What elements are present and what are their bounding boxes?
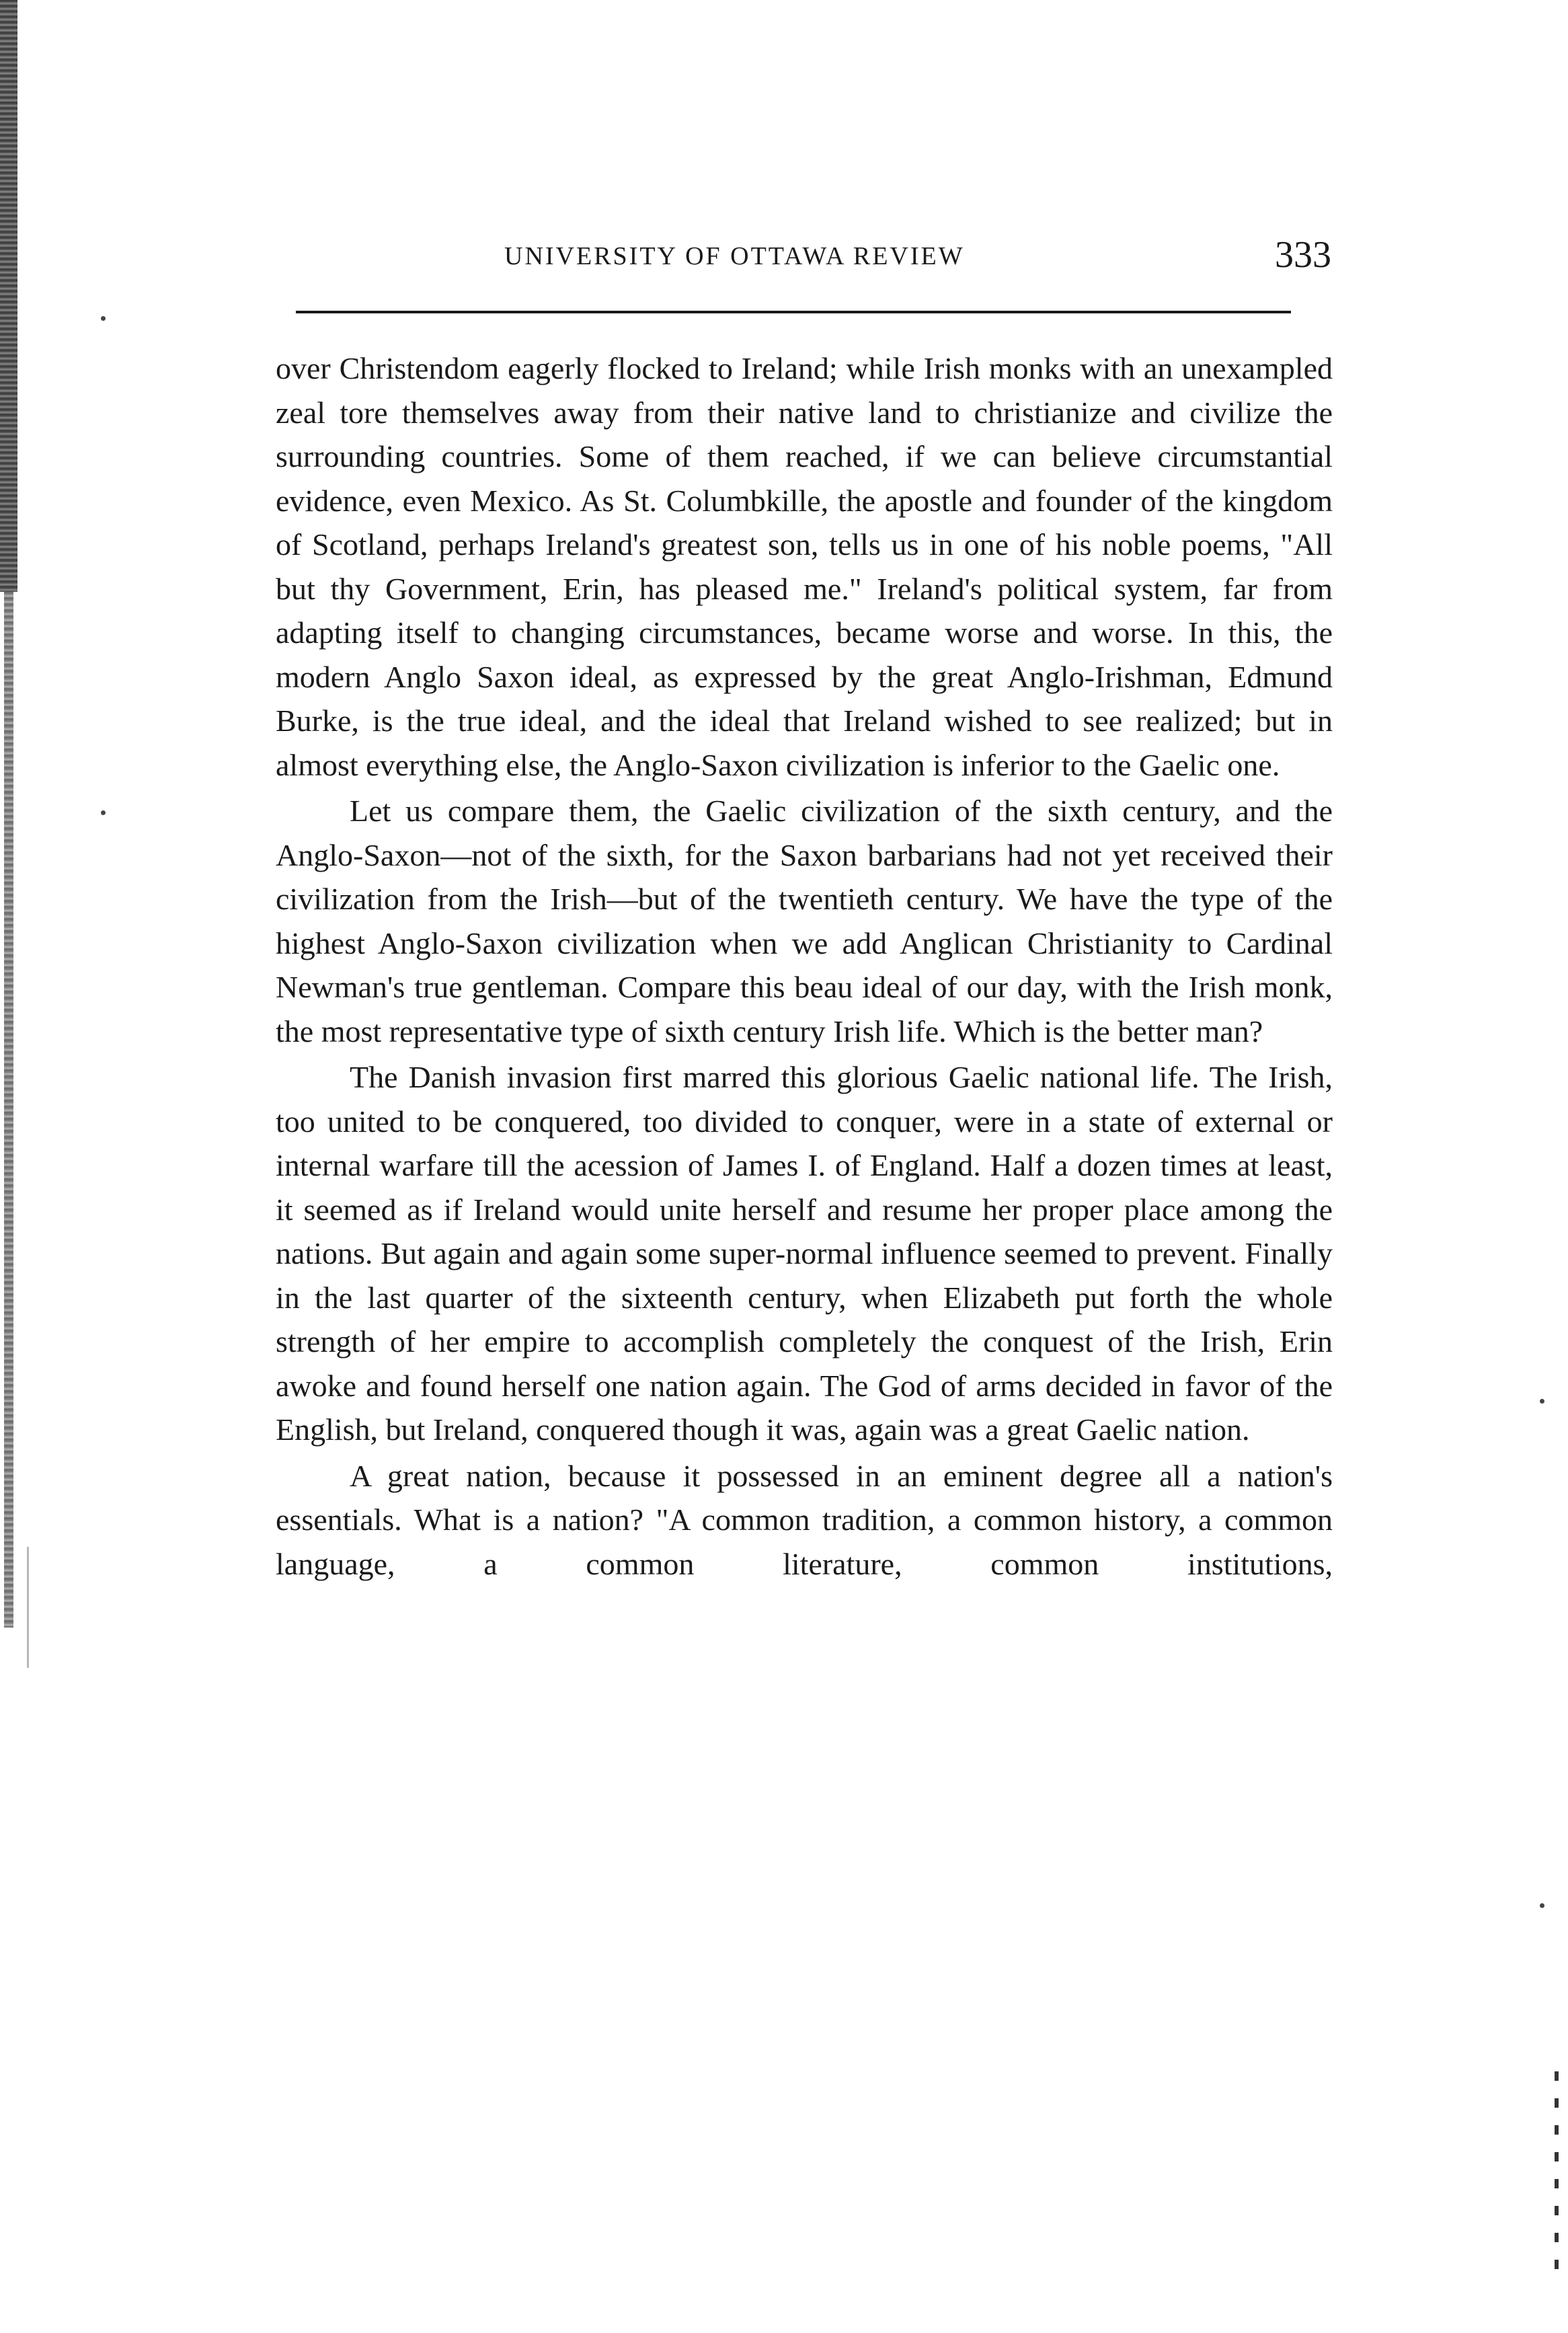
paragraph: The Danish invasion first marred this glorious Gaelic national life. The Irish, too united to be conquered, too divided to conquer, were in a state of external or internal warfare till the acession of James I. of England. Half a dozen times at least, it seemed as if Ireland would unite herself and resume her proper place among the nations. But again and again some super-normal influence seemed to prevent. Finally in the last quarter of the sixteenth century, when Elizabeth put forth the whole strength of her empire to accomplish completely the conquest of the Irish, Erin awoke and found herself one nation again. The God of arms decided in favor of the English, but Ireland, conquered though it was, again was a great Gaelic nation. (276, 1060, 1333, 1447)
page-number: 333 (1275, 234, 1331, 276)
scan-binding-edge (0, 0, 17, 592)
scan-speck (1540, 1399, 1544, 1404)
paragraph-continued: over Christendom eagerly flocked to Ireland; while Irish monks with an unexampled zeal tore themselves away from their native land to christianize and civilize the surrounding countries. Some of them reached, if we can believe circumstantial evidence, even Mexico. As St. Columbkille, the apostle and founder of the kingdom of Scotland, perhaps Ireland's greatest son, tells us in one of his noble poems, "All but thy Government, Erin, has pleased me." Ireland's political system, far from adapting itself to changing circumstances, became worse and worse. In this, the modern Anglo Saxon ideal, as expressed by the great Anglo-Irishman, Edmund Burke, is the true ideal, and the ideal that Ireland wished to see realized; but in almost everything else, the Anglo-Saxon civilization is inferior to the Gaelic one. (276, 351, 1333, 782)
scan-speck (101, 810, 106, 815)
scan-speck (101, 316, 106, 321)
scan-binding-edge-lower (4, 592, 13, 1628)
running-title: UNIVERSITY OF OTTAWA REVIEW (504, 242, 965, 270)
header-rule (296, 311, 1291, 313)
paragraph-continues: A great nation, because it possessed in an eminent degree all a nation's essentials. What is a nation? "A common tradition, a common history, a common language, a common literature, common institutions, (276, 1458, 1333, 1581)
paragraph: Let us compare them, the Gaelic civilization of the sixth century, and the Anglo-Saxon—not of the sixth, for the Saxon barbarians had not yet received their civilization from the Irish—but of the twentieth century. We have the type of the highest Anglo-Saxon civilization when we add Anglican Christianity to Cardinal Newman's true gentleman. Compare this beau ideal of our day, with the Irish monk, the most representative type of sixth century Irish life. Which is the better man? (276, 794, 1333, 1048)
scan-speck (1540, 1903, 1544, 1908)
page-header (282, 232, 1331, 293)
body-text (276, 346, 1333, 1588)
scan-right-edge-marks (1555, 2071, 1559, 2287)
scan-margin-line (27, 1547, 29, 1668)
